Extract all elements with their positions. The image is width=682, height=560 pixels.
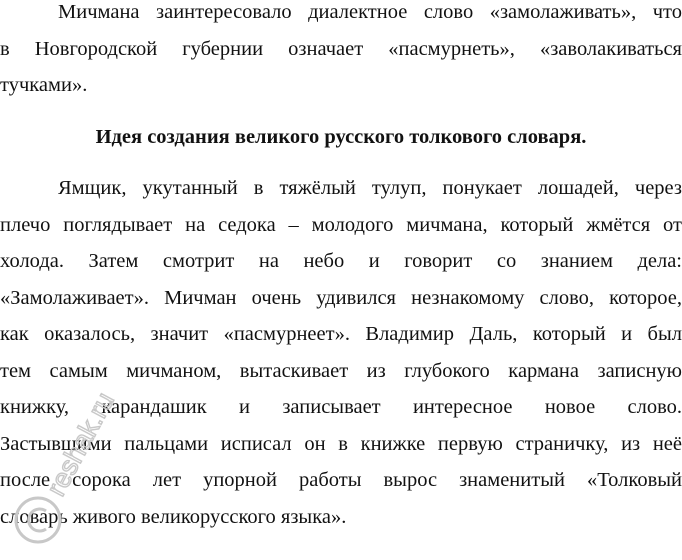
paragraph-intro bbox=[0, 0, 682, 104]
text-line: плечо поглядывает на седока – молодого мичмана, который жмётся от bbox=[0, 213, 682, 236]
text-line: Застывшими пальцами исписал он в книжке первую страничку, из неё bbox=[0, 432, 682, 455]
text-line: книжку, карандашик и записывает интересное новое слово. bbox=[0, 396, 682, 418]
text-line: как оказалось, значит «пасмурнеет». Владимир Даль, который и был bbox=[0, 323, 682, 345]
watermark-text: reshak.ru bbox=[40, 387, 121, 501]
section-heading: Идея создания великого русского толкового словаря. bbox=[95, 126, 587, 148]
text-line: Мичмана заинтересовало диалектное слово «замолаживать», что bbox=[58, 1, 682, 23]
text-line: «Замолаживает». Мичман очень удивился незнакомому слово, которое, bbox=[0, 286, 682, 309]
paragraph-story bbox=[0, 170, 682, 535]
text-line: после сорока лет упорной работы вырос знаменитый «Толковый bbox=[0, 469, 682, 491]
text-line: тем самым мичманом, вытаскивает из глубокого кармана записную bbox=[0, 359, 682, 382]
text-line: холода. Затем смотрит на небо и говорит со знанием дела: bbox=[0, 250, 682, 272]
text-line: тучками». bbox=[0, 74, 88, 96]
text-line: словарь живого великорусского языка». bbox=[0, 505, 347, 528]
text-line: в Новгородской губернии означает «пасмурнеть», «заволакиваться bbox=[0, 37, 682, 60]
text-line: Ямщик, укутанный в тяжёлый тулуп, понукает лошадей, через bbox=[58, 177, 682, 199]
